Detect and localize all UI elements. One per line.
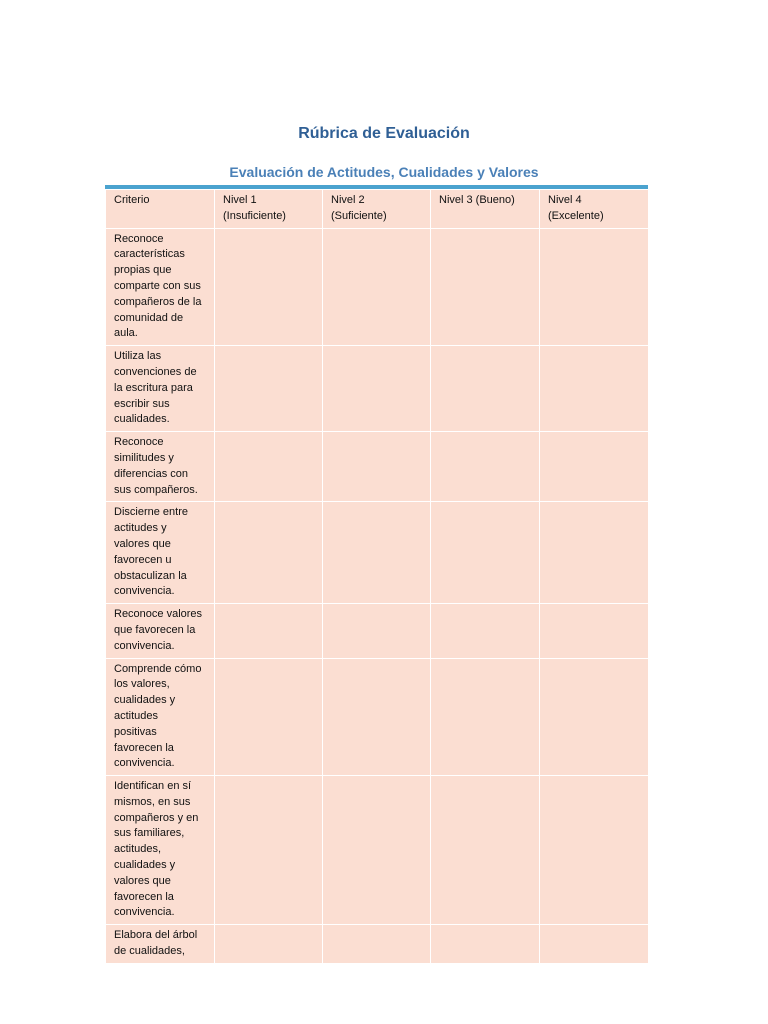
table-row: [106, 776, 649, 925]
criterion-cell: [106, 925, 215, 964]
criterion-cell-line: favorecen la: [114, 890, 174, 903]
level-cell: [323, 432, 431, 502]
table-row: [106, 604, 649, 658]
criterion-cell-line: favorecen la: [114, 741, 174, 754]
level-cell: [540, 604, 649, 658]
level-cell: [323, 346, 431, 432]
level-cell: [540, 432, 649, 502]
level-cell: [323, 776, 431, 925]
criterion-cell: [106, 228, 215, 346]
criterion-cell-line: que favorecen la: [114, 623, 196, 636]
rubric-table-body: [106, 190, 649, 964]
criterion-cell-line: cualidades.: [114, 413, 170, 426]
level-cell: [323, 604, 431, 658]
column-header-line: Nivel 3 (Bueno): [439, 194, 515, 206]
criterion-cell-line: Discierne entre: [114, 506, 188, 519]
column-header-line: Nivel 4: [548, 194, 582, 206]
criterion-cell-line: aula.: [114, 327, 138, 340]
criterion-cell-line: similitudes y: [114, 451, 174, 464]
criterion-cell-line: compañeros de la: [114, 295, 202, 308]
criterion-cell-line: convivencia.: [114, 639, 175, 652]
level-cell: [215, 502, 323, 604]
level-cell: [323, 658, 431, 776]
column-header: [323, 190, 431, 229]
column-header-line: Criterio: [114, 194, 150, 206]
column-header-line: Nivel 2: [331, 194, 365, 206]
criterion-cell-line: positivas: [114, 725, 157, 738]
table-header-row: [106, 190, 649, 229]
criterion-cell: [106, 658, 215, 776]
column-header-line: (Insuficiente): [223, 209, 286, 222]
criterion-cell-line: Comprende cómo: [114, 662, 202, 675]
level-cell: [323, 228, 431, 346]
criterion-cell-line: actitudes: [114, 709, 159, 722]
criterion-cell-line: Utiliza las: [114, 350, 162, 363]
criterion-cell-line: la escritura para: [114, 381, 193, 394]
level-cell: [215, 228, 323, 346]
criterion-cell-line: cualidades y: [114, 694, 176, 707]
criterion-cell-line: valores que: [114, 537, 171, 550]
rubric-table: [105, 189, 649, 964]
level-cell: [431, 432, 540, 502]
level-cell: [540, 228, 649, 346]
table-row: [106, 925, 649, 964]
level-cell: [215, 432, 323, 502]
rubric-table-container: [105, 185, 648, 958]
column-header: [540, 190, 649, 229]
level-cell: [540, 502, 649, 604]
level-cell: [431, 658, 540, 776]
criterion-cell: [106, 604, 215, 658]
level-cell: [215, 658, 323, 776]
level-cell: [431, 228, 540, 346]
criterion-cell-line: propias que: [114, 264, 172, 277]
criterion-cell-line: actitudes,: [114, 843, 162, 856]
level-cell: [540, 658, 649, 776]
criterion-cell: [106, 432, 215, 502]
table-row: [106, 502, 649, 604]
level-cell: [431, 776, 540, 925]
column-header: [431, 190, 540, 229]
criterion-cell-line: convivencia.: [114, 757, 175, 770]
level-cell: [540, 776, 649, 925]
criterion-cell-line: Reconoce: [114, 232, 164, 245]
criterion-cell-line: sus familiares,: [114, 827, 185, 840]
criterion-cell: [106, 776, 215, 925]
level-cell: [431, 925, 540, 964]
criterion-cell-line: compañeros y en: [114, 811, 199, 824]
criterion-cell-line: obstaculizan la: [114, 569, 187, 582]
level-cell: [215, 925, 323, 964]
criterion-cell-line: convenciones de: [114, 365, 197, 378]
criterion-cell-line: favorecen u: [114, 553, 172, 566]
criterion-cell-line: cualidades y: [114, 859, 176, 872]
criterion-cell: [106, 346, 215, 432]
level-cell: [431, 346, 540, 432]
level-cell: [215, 346, 323, 432]
criterion-cell-line: convivencia.: [114, 585, 175, 598]
criterion-cell-line: comunidad de: [114, 311, 184, 324]
criterion-cell-line: los valores,: [114, 678, 170, 691]
criterion-cell-line: Elabora del árbol: [114, 929, 198, 942]
criterion-cell-line: de cualidades,: [114, 945, 185, 958]
criterion-cell-line: comparte con sus: [114, 279, 201, 292]
document-title: Rúbrica de Evaluación: [298, 125, 470, 142]
column-header: [106, 190, 215, 229]
criterion-cell-line: convivencia.: [114, 906, 175, 919]
column-header-line: (Suficiente): [331, 209, 387, 222]
table-row: [106, 658, 649, 776]
level-cell: [431, 604, 540, 658]
table-row: [106, 432, 649, 502]
document-subtitle: Evaluación de Actitudes, Cualidades y Valores: [229, 164, 539, 180]
level-cell: [215, 776, 323, 925]
level-cell: [540, 925, 649, 964]
criterion-cell-line: diferencias con: [114, 467, 188, 480]
criterion-cell-line: características: [114, 248, 185, 261]
criterion-cell-line: escribir sus: [114, 397, 170, 410]
criterion-cell: [106, 502, 215, 604]
column-header-line: (Excelente): [548, 209, 604, 222]
level-cell: [323, 502, 431, 604]
criterion-cell-line: Reconoce valores: [114, 608, 203, 621]
criterion-cell-line: valores que: [114, 874, 171, 887]
level-cell: [323, 925, 431, 964]
table-row: [106, 228, 649, 346]
column-header: [215, 190, 323, 229]
criterion-cell-line: mismos, en sus: [114, 795, 191, 808]
criterion-cell-line: sus compañeros.: [114, 483, 198, 496]
level-cell: [431, 502, 540, 604]
criterion-cell-line: Reconoce: [114, 436, 164, 449]
table-row: [106, 346, 649, 432]
criterion-cell-line: actitudes y: [114, 522, 167, 535]
level-cell: [540, 346, 649, 432]
criterion-cell-line: Identifican en sí: [114, 780, 192, 793]
level-cell: [215, 604, 323, 658]
column-header-line: Nivel 1: [223, 194, 257, 206]
